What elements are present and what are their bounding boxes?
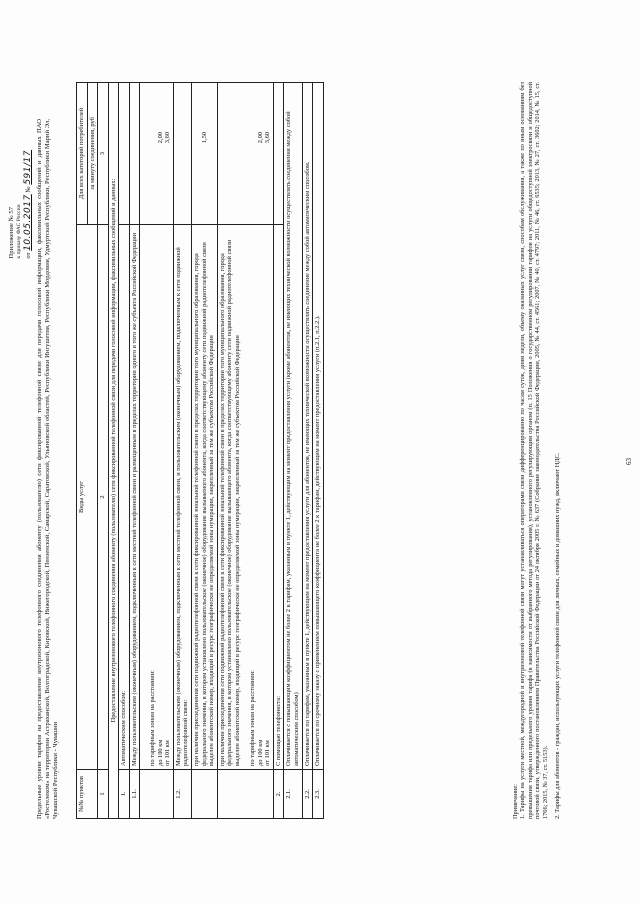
date-prefix: от	[25, 252, 33, 259]
document-title: Предельные уровни тарифов на предоставление внутризонового телефонного соединения абоненту (пользователю) сети фиксированной телефонной связи для передачи голосовой информации, факсимильных сообщений и данных ПАО «Ростелеком» на территории Астраханской, Волгоградской, Кировской, Нижегородской, Пензенской, Самарской, Саратовской, Ульяновской областей, Республики Ингушетия, Республики Мордовия, Удмуртской Республики, Республики Марий Эл, Чувашской Республики - Чувашии	[36, 119, 59, 819]
row-text: Между пользовательским (оконечным) оборудованием, подключенным к сети местной телефонной связи, и пользовательским (оконечным) оборудованием, подключенным к сети подвижной радиотелефонной связи:	[173, 225, 191, 770]
row-text: Автоматическим способом:	[119, 225, 130, 770]
row-number: 1.1.	[129, 770, 140, 819]
row-text: при наличии присоединения сети подвижной радиотелефонной связи к сети фиксированной зональной телефонной связи в пределах территории того муниципального образования, города федерального значения, в котором установлено пользовательское (оконечное) оборудование вызывающего абонента, когда соответствующему абоненту сети подвижной радиотелефонной связи выделен абонентский номер, входящий в ресурс географически не определяемой зоны нумерации, закрепленный за тем же субъектом Российской Федерации	[218, 239, 241, 766]
row-number: 1.2.	[173, 770, 191, 819]
header-unit: за минуту соединения, руб	[87, 83, 98, 225]
price-upto-100: 2,00	[156, 132, 164, 144]
column-number-1: 1	[98, 770, 109, 819]
table-row	[284, 83, 302, 819]
distance-upto-100: до 100 км	[256, 739, 264, 766]
distance-upto-100: до 100 км	[156, 739, 164, 766]
table-row	[119, 83, 130, 819]
price-upto-100: 2,00	[256, 132, 264, 144]
price-from-101: 3,60	[264, 132, 272, 144]
row-number: 1.	[119, 770, 130, 819]
header-all-consumers: Для всех категорий потребителей	[77, 83, 88, 225]
table-header-row	[77, 83, 88, 819]
distance-label: по тарифным зонам на расстоянии:	[149, 670, 157, 766]
row-price-block	[140, 83, 174, 225]
row-text: Между пользовательским (оконечным) оборудованием, подключенным к сети местной телефонной связи и размещенным в пределах территории одного и того же субъекта Российской Федерации	[129, 225, 140, 770]
notes-section	[512, 82, 562, 819]
appendix-header	[8, 150, 34, 259]
note-2: 2. Тарифы для абонентов - граждан, использующих услуги телефонной связи для личных, семейных и домашних нужд, включают НДС.	[554, 452, 562, 819]
note-1: 1. Тарифы на услуги местной, междугородной и внутризоновой телефонной связи могут устанавливаться операторами связи дифференцированно по часам суток, дням недели, объему оказанных услуг связи, способам обслуживания, а также по иным основаниям без превышения тарифа или предельного уровня тарифа (в зависимости от выбранного метода регулирования), установленного регулирующим органом (п. 15 Положения о государственном регулировании тарифов на услуги общедоступной электросвязи и общедоступной почтовой связи, утвержденного постановлением Правительства Российской Федерации от 24 октября 2005 г. № 637 (Собрание законодательства Российской Федерации, 2005, № 44, ст. 4561; 2007, № 40, ст. 4797; 2011, № 46, ст. 6535; 2013, № 27, ст. 3602; 2014, № 15, ст. 1766; 2015, № 37, ст. 5153).	[519, 82, 549, 819]
row-price	[129, 83, 140, 225]
section-title: Предоставление внутризонового телефонного соединения абоненту (пользователю) сети фиксированной телефонной связи для передачи голосовой информации, факсимильных сообщений и данных:	[108, 83, 119, 819]
page-number: 63	[625, 458, 633, 465]
tariff-table	[76, 82, 324, 819]
handwritten-date: 10.05.2017	[23, 194, 34, 251]
table-row	[302, 83, 313, 819]
table-row	[217, 83, 273, 819]
row-price-block	[217, 83, 273, 225]
row-number	[192, 770, 218, 819]
number-prefix: №	[25, 186, 33, 193]
column-number-3: 3	[98, 83, 109, 225]
price-from-101: 3,60	[164, 132, 172, 144]
row-number: 2.3.	[313, 770, 324, 819]
table-row	[192, 83, 218, 819]
appendix-number: Приложение № 57	[8, 206, 15, 259]
handwritten-number: 591/17	[23, 150, 34, 185]
row-number: 2.2.	[302, 770, 313, 819]
notes-heading: Примечание:	[512, 784, 519, 819]
order-date-line	[23, 150, 34, 259]
table-row	[173, 83, 191, 819]
row-number	[140, 770, 174, 819]
table-row	[273, 83, 284, 819]
row-text-block	[217, 225, 273, 770]
row-text: С помощью телефониста:	[273, 225, 284, 770]
row-price	[173, 83, 191, 225]
distance-label: по тарифным зонам на расстоянии:	[249, 670, 257, 766]
distance-from-101: от 101 км	[264, 740, 272, 766]
header-item-number: №№ пунктов	[77, 770, 98, 819]
section-title-row	[108, 83, 119, 819]
table-row	[313, 83, 324, 819]
header-service-types: Виды услуг	[77, 225, 98, 770]
order-reference: к приказу ФАС России	[15, 204, 22, 259]
row-text: Оплачивается по срочному заказу с применением повышающего коэффициента не более 2 к тарифам, действующим на момент предоставления услуги (п.2.1, п.2.2.).	[313, 83, 324, 770]
column-number-row	[98, 83, 109, 819]
table-row	[129, 83, 140, 819]
row-number	[217, 770, 273, 819]
row-text: Оплачивается по тарифам, указанным в пункте 1, действующим на момент предоставления услуги для абонентов, не имеющих технической возможности осуществлять соединение между собой автоматическим способом.	[302, 83, 313, 770]
price-mobile-called: 1,50	[200, 132, 208, 144]
row-text-block	[140, 225, 174, 770]
column-number-2: 2	[98, 225, 109, 770]
row-price	[119, 83, 130, 225]
row-price	[273, 83, 284, 225]
row-text: при наличии присоединения сети подвижной радиотелефонной связи к сети фиксированной зональной телефонной связи в пределах территории того муниципального образования, города федерального значения, в котором установлено пользовательское (оконечное) оборудование вызываемого абонента, когда соответствующему абоненту сети подвижной радиотелефонной связи выделен абонентский номер, входящий в ресурс географически не определяемой зоны нумерации, закрепленный за тем же субъектом Российской Федерации	[192, 225, 218, 770]
table-row	[140, 83, 174, 819]
row-number: 2.1.	[284, 770, 302, 819]
row-text: Оплачивается с повышающим коэффициентом не более 2 к тарифам, указанным в пункте 1, действующим на момент предоставления услуги (кроме абонентов, не имеющих технической возможности осуществлять соединения между собой автоматическим способом)	[284, 83, 302, 770]
row-number: 2.	[273, 770, 284, 819]
row-price	[192, 83, 218, 225]
distance-from-101: от 101 км	[164, 740, 172, 766]
